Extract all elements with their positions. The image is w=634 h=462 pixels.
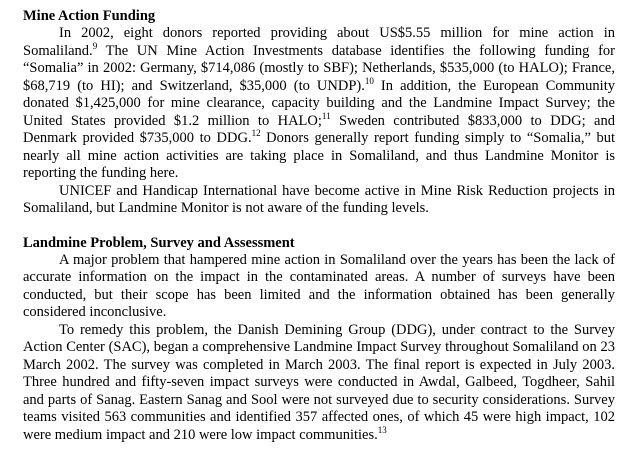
section-mine-action-funding <box>23 8 615 218</box>
paragraph <box>23 252 615 322</box>
text-run: Sweden contributed $833,000 to DDG; and Denmark provided $735,000 to DDG. <box>23 112 615 146</box>
section-heading: Landmine Problem, Survey and Assessment <box>23 234 295 251</box>
footnote-marker: 10 <box>364 75 374 86</box>
paragraph <box>23 183 615 218</box>
section-heading: Mine Action Funding <box>23 8 156 24</box>
text-run: A major problem that hampered mine action in Somaliland over the years has been the lack of accurate information on the impact in the contaminated areas. A number of surveys have been conducted, but their scope has been limited and the information obtained has been generally considered inconclusive. <box>23 251 615 320</box>
document-page <box>23 8 615 444</box>
footnote-marker: 12 <box>251 128 261 139</box>
text-run: UNICEF and Handicap International have become active in Mine Risk Reduction projects in Somaliland, but Landmine Monitor is not aware of the funding levels. <box>23 182 615 216</box>
section-landmine-problem <box>23 235 615 445</box>
footnote-marker: 9 <box>92 40 98 51</box>
text-run: To remedy this problem, the Danish Demining Group (DDG), under contract to the Survey Action Center (SAC), began a comprehensive Landmine Impact Survey throughout Somaliland on 23 March 2002. The survey was completed in March 2003. The final report is expected in July 2003. Three hundred and fifty-seven impact surveys were conducted in Awdal, Galbeed, Togdheer, Sahil and parts of Sanag. Eastern Sanag and Sool were not surveyed due to security considerations. Survey teams visited 563 communities and identified 357 affected ones, of which 45 were high impact, 102 were medium impact and 210 were low impact communities. <box>23 321 615 443</box>
section-spacer <box>23 218 615 235</box>
paragraph <box>23 25 615 183</box>
footnote-marker: 13 <box>377 424 387 435</box>
text-run: The UN Mine Action Investments database identifies the following funding for “Somalia” in 2002: Germany, $714,086 (mostly to SBF); Netherlands, $535,000 (to HALO); France, $68,719 (to HI); and Switzerland, $35,000 (to UNDP). <box>23 42 615 94</box>
footnote-marker: 11 <box>321 110 331 121</box>
text-run: Donors generally report funding simply to “Somalia,” but nearly all mine action activities are taking place in Somaliland, and thus Landmine Monitor is reporting the funding here. <box>23 130 616 181</box>
paragraph <box>23 322 615 445</box>
text-run: In 2002, eight donors reported providing about US$5.55 million for mine action in Somaliland. <box>23 25 615 59</box>
text-run: In addition, the European Community donated $1,425,000 for mine clearance, capacity building and the Landmine Impact Survey; the United States provided $1.2 million to HALO; <box>23 77 615 129</box>
